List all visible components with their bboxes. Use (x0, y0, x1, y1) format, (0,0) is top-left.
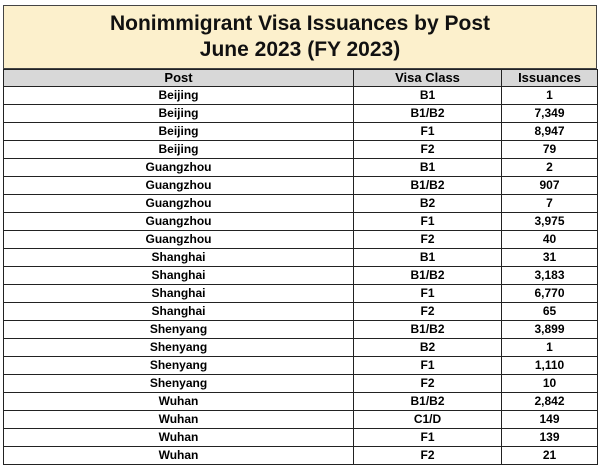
cell-issuances: 6,770 (502, 285, 598, 303)
cell-visa-class: B1/B2 (354, 321, 502, 339)
table-row (4, 267, 598, 285)
cell-visa-class: B1/B2 (354, 267, 502, 285)
cell-visa-class: C1/D (354, 411, 502, 429)
table-row (4, 105, 598, 123)
cell-post: Wuhan (4, 411, 354, 429)
header-visa-class: Visa Class (354, 70, 502, 87)
cell-post: Wuhan (4, 447, 354, 465)
table-row (4, 303, 598, 321)
cell-post: Shanghai (4, 285, 354, 303)
cell-post: Guangzhou (4, 177, 354, 195)
title-line-1: Nonimmigrant Visa Issuances by Post (109, 12, 491, 35)
cell-issuances: 3,899 (502, 321, 598, 339)
table-row (4, 159, 598, 177)
cell-issuances: 1 (502, 87, 598, 105)
cell-visa-class: B1 (354, 87, 502, 105)
cell-visa-class: B1 (354, 249, 502, 267)
cell-visa-class: B1/B2 (354, 177, 502, 195)
table-row (4, 393, 598, 411)
cell-issuances: 21 (502, 447, 598, 465)
cell-visa-class: F2 (354, 375, 502, 393)
visa-issuance-sheet (3, 5, 597, 465)
cell-post: Guangzhou (4, 159, 354, 177)
cell-post: Wuhan (4, 429, 354, 447)
table-row (4, 285, 598, 303)
table-row (4, 87, 598, 105)
cell-visa-class: F1 (354, 213, 502, 231)
cell-issuances: 1 (502, 339, 598, 357)
table-row (4, 177, 598, 195)
cell-issuances: 7,349 (502, 105, 598, 123)
cell-issuances: 40 (502, 231, 598, 249)
table-body (4, 87, 598, 465)
cell-visa-class: B1/B2 (354, 105, 502, 123)
cell-issuances: 139 (502, 429, 598, 447)
cell-issuances: 31 (502, 249, 598, 267)
cell-visa-class: F1 (354, 285, 502, 303)
cell-visa-class: F2 (354, 141, 502, 159)
cell-post: Shanghai (4, 267, 354, 285)
cell-post: Guangzhou (4, 231, 354, 249)
cell-issuances: 3,975 (502, 213, 598, 231)
cell-issuances: 65 (502, 303, 598, 321)
cell-post: Shanghai (4, 249, 354, 267)
cell-post: Wuhan (4, 393, 354, 411)
cell-post: Shenyang (4, 357, 354, 375)
table-row (4, 447, 598, 465)
table-row (4, 321, 598, 339)
cell-post: Shenyang (4, 339, 354, 357)
cell-post: Shanghai (4, 303, 354, 321)
cell-post: Beijing (4, 141, 354, 159)
cell-issuances: 8,947 (502, 123, 598, 141)
table-row (4, 249, 598, 267)
table-row (4, 429, 598, 447)
cell-post: Beijing (4, 105, 354, 123)
cell-visa-class: F2 (354, 231, 502, 249)
cell-visa-class: F1 (354, 123, 502, 141)
cell-post: Beijing (4, 123, 354, 141)
table-row (4, 123, 598, 141)
cell-issuances: 1,110 (502, 357, 598, 375)
cell-issuances: 3,183 (502, 267, 598, 285)
cell-issuances: 2,842 (502, 393, 598, 411)
cell-issuances: 2 (502, 159, 598, 177)
cell-issuances: 79 (502, 141, 598, 159)
table-row (4, 213, 598, 231)
title-line-2: June 2023 (FY 2023) (199, 38, 401, 61)
header-issuances: Issuances (502, 70, 598, 87)
table-row (4, 141, 598, 159)
header-post: Post (4, 70, 354, 87)
cell-post: Shenyang (4, 375, 354, 393)
cell-visa-class: F2 (354, 303, 502, 321)
table-row (4, 357, 598, 375)
table-row (4, 339, 598, 357)
cell-issuances: 149 (502, 411, 598, 429)
cell-visa-class: B2 (354, 339, 502, 357)
table-row (4, 195, 598, 213)
cell-visa-class: B1/B2 (354, 393, 502, 411)
cell-visa-class: F2 (354, 447, 502, 465)
header-row (4, 70, 598, 87)
cell-post: Beijing (4, 87, 354, 105)
cell-post: Guangzhou (4, 195, 354, 213)
cell-visa-class: F1 (354, 357, 502, 375)
cell-issuances: 907 (502, 177, 598, 195)
cell-post: Shenyang (4, 321, 354, 339)
table-row (4, 231, 598, 249)
cell-visa-class: B2 (354, 195, 502, 213)
issuance-table (3, 69, 598, 465)
title-banner (3, 5, 597, 69)
cell-post: Guangzhou (4, 213, 354, 231)
cell-visa-class: B1 (354, 159, 502, 177)
table-row (4, 411, 598, 429)
cell-issuances: 7 (502, 195, 598, 213)
table-row (4, 375, 598, 393)
cell-visa-class: F1 (354, 429, 502, 447)
cell-issuances: 10 (502, 375, 598, 393)
